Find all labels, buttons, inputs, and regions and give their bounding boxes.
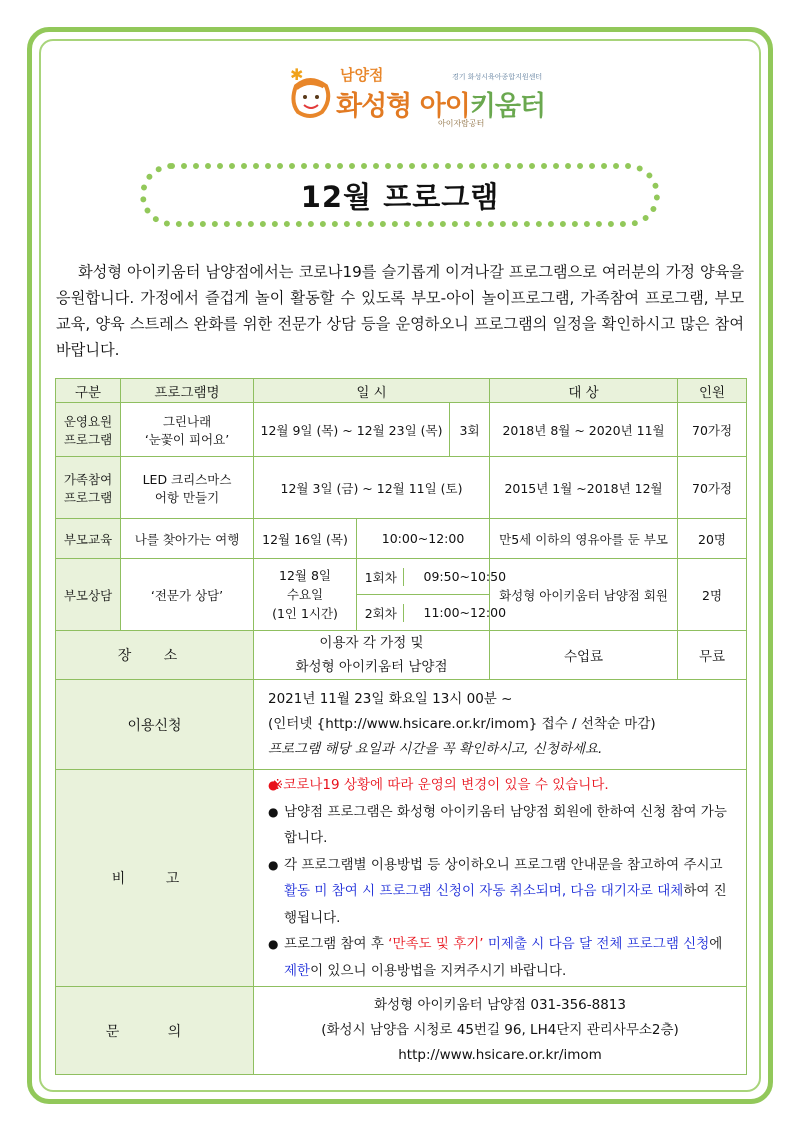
row-date: 12월 8일 수요일 (1인 1시간)	[254, 559, 357, 631]
row-target: 만5세 이하의 영유아를 둔 부모	[490, 519, 678, 559]
place-value: 이용자 각 가정 및 화성형 아이키움터 남양점	[254, 631, 490, 680]
table-row	[56, 403, 747, 457]
notes-label: 비 고	[56, 770, 254, 987]
apply-label: 이용신청	[56, 680, 254, 770]
table-row	[56, 519, 747, 559]
notes-warning: ● ※코로나19 상황에 따라 운영의 변경이 있을 수 있습니다.	[254, 772, 746, 799]
row-target: 2018년 8월 ~ 2020년 11월	[490, 403, 678, 457]
row-target: 화성형 아이키움터 남양점 회원	[490, 559, 678, 631]
table-row	[56, 457, 747, 519]
row-program: LED 크리스마스 어항 만들기	[121, 457, 254, 519]
logo-branch: 남양점	[340, 66, 384, 84]
notes-bullet-2: ● 각 프로그램별 이용방법 등 상이하오니 프로그램 안내문을 참고하여 주시고 활동 미 참여 시 프로그램 신청이 자동 취소되며, 다음 대기자로 대체하여 진행됩니다.	[254, 852, 746, 932]
row-program: 그린나래 ‘눈꽃이 피어요’	[121, 403, 254, 457]
contact-content: 화성형 아이키움터 남양점 031-356-8813 (화성시 남양읍 시청로 45번길 96, LH4단지 관리사무소2층) http://www.hsicare.or.kr/imom	[254, 987, 747, 1075]
header-datetime: 일 시	[254, 379, 490, 403]
contact-row	[56, 987, 747, 1075]
apply-content: 2021년 11월 23일 화요일 13시 00분 ~ (인터넷 {http://www.hsicare.or.kr/imom} 접수 / 선착순 마감) 프로그램 해당 요일과 시간을 꼭 확인하시고, 신청하세요.	[254, 680, 747, 770]
row-target: 2015년 1월 ~2018년 12월	[490, 457, 678, 519]
program-table	[55, 378, 747, 1075]
session-2: 2회차	[357, 595, 450, 631]
logo-org-text: 경기 화성시육아종합지원센터	[452, 73, 543, 81]
place-row	[56, 631, 747, 680]
contact-label: 문 의	[56, 987, 254, 1075]
row-category: 가족참여 프로그램	[56, 457, 121, 519]
intro-paragraph: 화성형 아이키움터 남양점에서는 코로나19를 슬기롭게 이겨나갈 프로그램으로 여러분의 가정 양육을 응원합니다. 가정에서 즐겁게 놀이 활동할 수 있도록 부모-아이 놀이프로그램, 가족참여 프로그램, 부모교육, 양육 스트레스 완화를 위한 전문가 상담 등을 운영하오니 프로그램의 일정을 확인하시고 많은 참여 바랍니다.	[56, 263, 744, 359]
logo-subtext: 아이자람공터	[438, 119, 485, 128]
row-program: ‘전문가 상담’	[121, 559, 254, 631]
fee-value: 무료	[678, 631, 747, 680]
table-header-row	[56, 379, 747, 403]
page-title: 12월 프로그램	[300, 179, 500, 214]
header-target: 대 상	[490, 379, 678, 403]
logo-name: 화성형 아이키움터	[336, 91, 546, 122]
row-date: 12월 3일 (금) ~ 12월 11일 (토)	[254, 457, 490, 519]
notes-row	[56, 770, 747, 987]
row-people: 70가정	[678, 403, 747, 457]
row-count: 3회	[450, 403, 490, 457]
title-banner	[140, 163, 660, 227]
notes-content	[254, 770, 747, 987]
session-1-time: 09:50~10:50	[450, 559, 490, 595]
notes-bullet-1: ● 남양점 프로그램은 화성형 아이키움터 남양점 회원에 한하여 신청 참여 가능합니다.	[254, 799, 746, 852]
fee-label: 수업료	[490, 631, 678, 680]
session-2-time: 11:00~12:00	[450, 595, 490, 631]
logo	[286, 62, 546, 132]
child-face-icon	[286, 64, 334, 122]
row-time: 10:00~12:00	[357, 519, 490, 559]
row-category: 부모교육	[56, 519, 121, 559]
row-people: 70가정	[678, 457, 747, 519]
row-program: 나를 찾아가는 여행	[121, 519, 254, 559]
notes-bullet-3: ● 프로그램 참여 후 ‘만족도 및 후기’ 미제출 시 다음 달 전체 프로그램 신청에 제한이 있으니 이용방법을 지켜주시기 바랍니다.	[254, 931, 746, 984]
svg-text:✱: ✱	[290, 65, 304, 84]
row-category: 부모상담	[56, 559, 121, 631]
header-program: 프로그램명	[121, 379, 254, 403]
row-people: 20명	[678, 519, 747, 559]
row-date: 12월 9일 (목) ~ 12월 23일 (목)	[254, 403, 450, 457]
row-people: 2명	[678, 559, 747, 631]
contact-url[interactable]: http://www.hsicare.or.kr/imom	[398, 1047, 602, 1063]
session-1: 1회차	[357, 559, 450, 595]
header-category: 구분	[56, 379, 121, 403]
apply-row	[56, 680, 747, 770]
row-date: 12월 16일 (목)	[254, 519, 357, 559]
place-label: 장 소	[56, 631, 254, 680]
header-people: 인원	[678, 379, 747, 403]
row-category: 운영요원 프로그램	[56, 403, 121, 457]
table-row	[56, 559, 747, 595]
